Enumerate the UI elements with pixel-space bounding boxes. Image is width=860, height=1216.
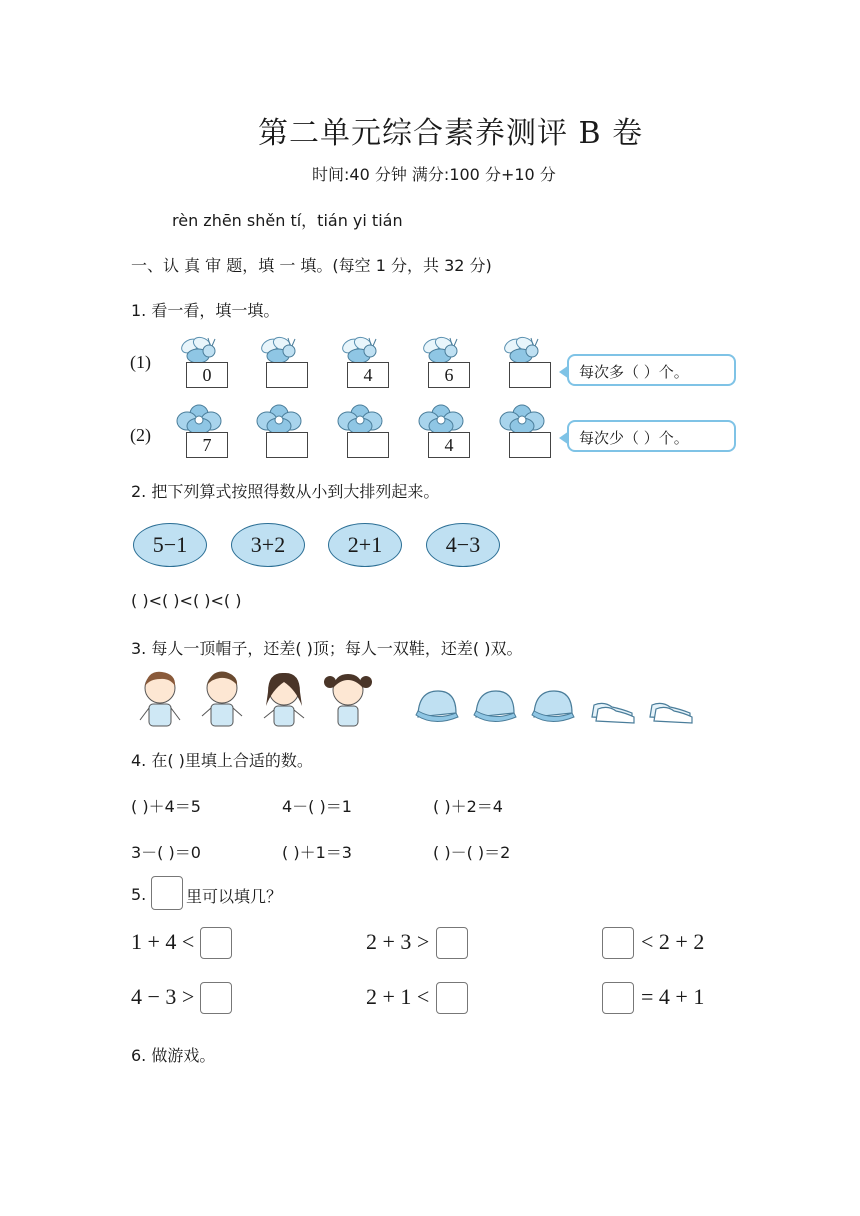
answer-box[interactable]	[200, 982, 232, 1014]
inequality-left: 1 + 4 <	[131, 929, 195, 954]
number-box: 0	[186, 362, 228, 388]
order-answer-line: ( )<( )<( )<( )	[131, 591, 242, 610]
equation-right: = 4 + 1	[641, 984, 705, 1009]
question-1-text: 1. 看一看，填一填。	[131, 301, 280, 320]
answer-box[interactable]	[436, 982, 468, 1014]
more-each-time-bubble: 每次多（ ）个。	[567, 354, 736, 386]
answer-box[interactable]	[436, 927, 468, 959]
inequality-left: 2 + 1 <	[366, 984, 430, 1009]
child-icon	[140, 672, 180, 726]
row1-label: (1)	[130, 352, 151, 372]
child-icon	[264, 673, 304, 726]
expression-oval-2: 3+2	[231, 523, 305, 567]
cap-icon	[532, 691, 574, 722]
expression-oval-1: 5−1	[133, 523, 207, 567]
number-box: 4	[347, 362, 389, 388]
caps-and-shoes-illustration	[410, 685, 700, 727]
number-box[interactable]	[509, 432, 551, 458]
answer-box[interactable]	[602, 982, 634, 1014]
inequality-right: < 2 + 2	[641, 929, 705, 954]
question-5-number: 5.	[131, 885, 147, 904]
less-each-time-bubble: 每次少（ ）个。	[567, 420, 736, 452]
child-icon	[324, 674, 372, 726]
pinyin-line: rèn zhēn shěn tí，tián yi tián	[172, 211, 403, 230]
answer-box[interactable]	[602, 927, 634, 959]
number-box[interactable]	[509, 362, 551, 388]
section-heading: 一、认 真 审 题，填 一 填。(每空 1 分，共 32 分)	[131, 256, 492, 275]
question-3-text: 3. 每人一顶帽子，还差( )顶；每人一双鞋，还差( )双。	[131, 639, 523, 658]
number-box: 7	[186, 432, 228, 458]
shoe-icon	[592, 703, 634, 723]
question-4-text: 4. 在( )里填上合适的数。	[131, 751, 313, 770]
question-2-text: 2. 把下列算式按照得数从小到大排列起来。	[131, 482, 440, 501]
fill-equation: ( )＋4＝5	[131, 797, 201, 816]
fill-equation: 3－( )＝0	[131, 843, 201, 862]
inequality-left: 2 + 3 >	[366, 929, 430, 954]
page-subtitle: 时间:40 分钟 满分:100 分+10 分	[312, 165, 556, 184]
question-6-text: 6. 做游戏。	[131, 1046, 216, 1065]
fill-equation: ( )－( )＝2	[433, 843, 511, 862]
row2-label: (2)	[130, 425, 151, 445]
fill-equation: 4－( )＝1	[282, 797, 352, 816]
page-title: 第二单元综合素养测评 B 卷	[258, 116, 644, 151]
inequality-left: 4 − 3 >	[131, 984, 195, 1009]
number-box: 4	[428, 432, 470, 458]
fill-equation: ( )＋1＝3	[282, 843, 352, 862]
cap-icon	[474, 691, 516, 722]
children-illustration	[130, 668, 380, 730]
cap-icon	[416, 691, 458, 722]
answer-box[interactable]	[200, 927, 232, 959]
shoe-icon	[650, 703, 692, 723]
number-box[interactable]	[266, 432, 308, 458]
child-icon	[202, 672, 242, 726]
fill-equation: ( )＋2＝4	[433, 797, 503, 816]
number-box[interactable]	[347, 432, 389, 458]
expression-oval-4: 4−3	[426, 523, 500, 567]
number-box[interactable]	[266, 362, 308, 388]
expression-oval-3: 2+1	[328, 523, 402, 567]
answer-box-sample	[151, 876, 183, 910]
number-box: 6	[428, 362, 470, 388]
question-5-text: 里可以填几？	[186, 887, 283, 906]
